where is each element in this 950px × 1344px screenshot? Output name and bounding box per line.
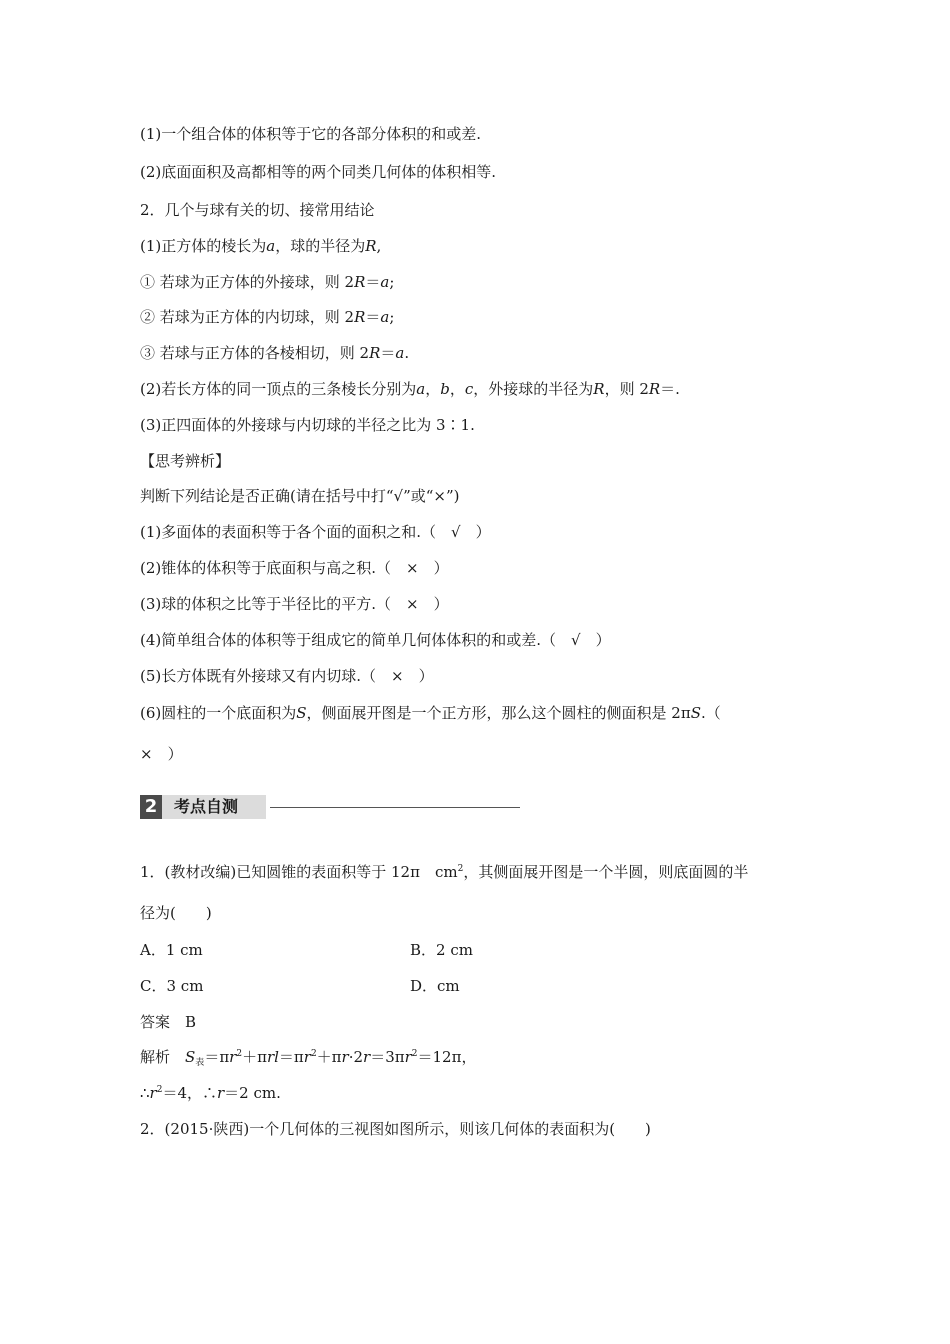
text-line: (2)底面面积及高都相等的两个同类几何体的体积相等. [140,163,497,181]
options-row [140,976,460,996]
section-rule [270,807,520,808]
text-line: × ） [140,745,183,763]
subheading: 【思考辨析】 [140,452,231,470]
text-line: ② 若球为正方体的内切球，则 2R＝a; [140,308,395,326]
question-1: 1．(教材改编)已知圆锥的表面积等于 12π $cm^2$，其侧面展开图是一个半圆，则底面圆的半 [140,863,749,881]
solution-cont: $\therefore r^2=4$，∴r＝2 cm. [140,1084,281,1102]
text-line: (5)长方体既有外接球又有内切球.（ × ） [140,667,434,685]
option-d: D．cm [410,977,460,995]
text-line: 判断下列结论是否正确(请在括号中打“√”或“×”) [140,487,460,505]
text-line: ③ 若球与正方体的各棱相切，则 2R＝a. [140,344,410,362]
option-a: A．1 cm [140,941,203,959]
text-line: (3)正四面体的外接球与内切球的半径之比为 3∶1. [140,416,475,434]
option-c: C．3 cm [140,977,204,995]
section-title: 考点自测 [162,795,266,819]
text-line: (6)圆柱的一个底面积为S，侧面展开图是一个正方形，那么这个圆柱的侧面积是 2πS.（ [140,704,721,722]
section-header [140,795,520,819]
options-row [140,940,473,960]
text-line: (2)若长方体的同一顶点的三条棱长分别为a，b，c，外接球的半径为R，则 2R＝. [140,380,680,398]
option-b: B．2 cm [410,941,473,959]
question-2: 2．(2015·陕西)一个几何体的三视图如图所示，则该几何体的表面积为( ) [140,1120,651,1138]
text-line: (1)一个组合体的体积等于它的各部分体积的和或差. [140,125,482,143]
text-line: ① 若球为正方体的外接球，则 2R＝a; [140,273,395,291]
answer: 答案 B [140,1013,197,1031]
subheading: 2．几个与球有关的切、接常用结论 [140,201,375,219]
question-1-cont: 径为( ) [140,904,212,922]
solution: 解析 $S_表=\pi r^2+\pi rl=\pi r^2+\pi r\cdot 2r=3\pi r^2=12\pi$， [140,1048,477,1068]
text-line: (2)锥体的体积等于底面积与高之积.（ × ） [140,559,449,577]
text-line: (1)多面体的表面积等于各个面的面积之和.（ √ ） [140,523,491,541]
text-line: (4)简单组合体的体积等于组成它的简单几何体体积的和或差.（ √ ） [140,631,611,649]
text-line: (1)正方体的棱长为a，球的半径为R, [140,237,382,255]
text-line: (3)球的体积之比等于半径比的平方.（ × ） [140,595,449,613]
section-number: 2 [140,795,162,819]
